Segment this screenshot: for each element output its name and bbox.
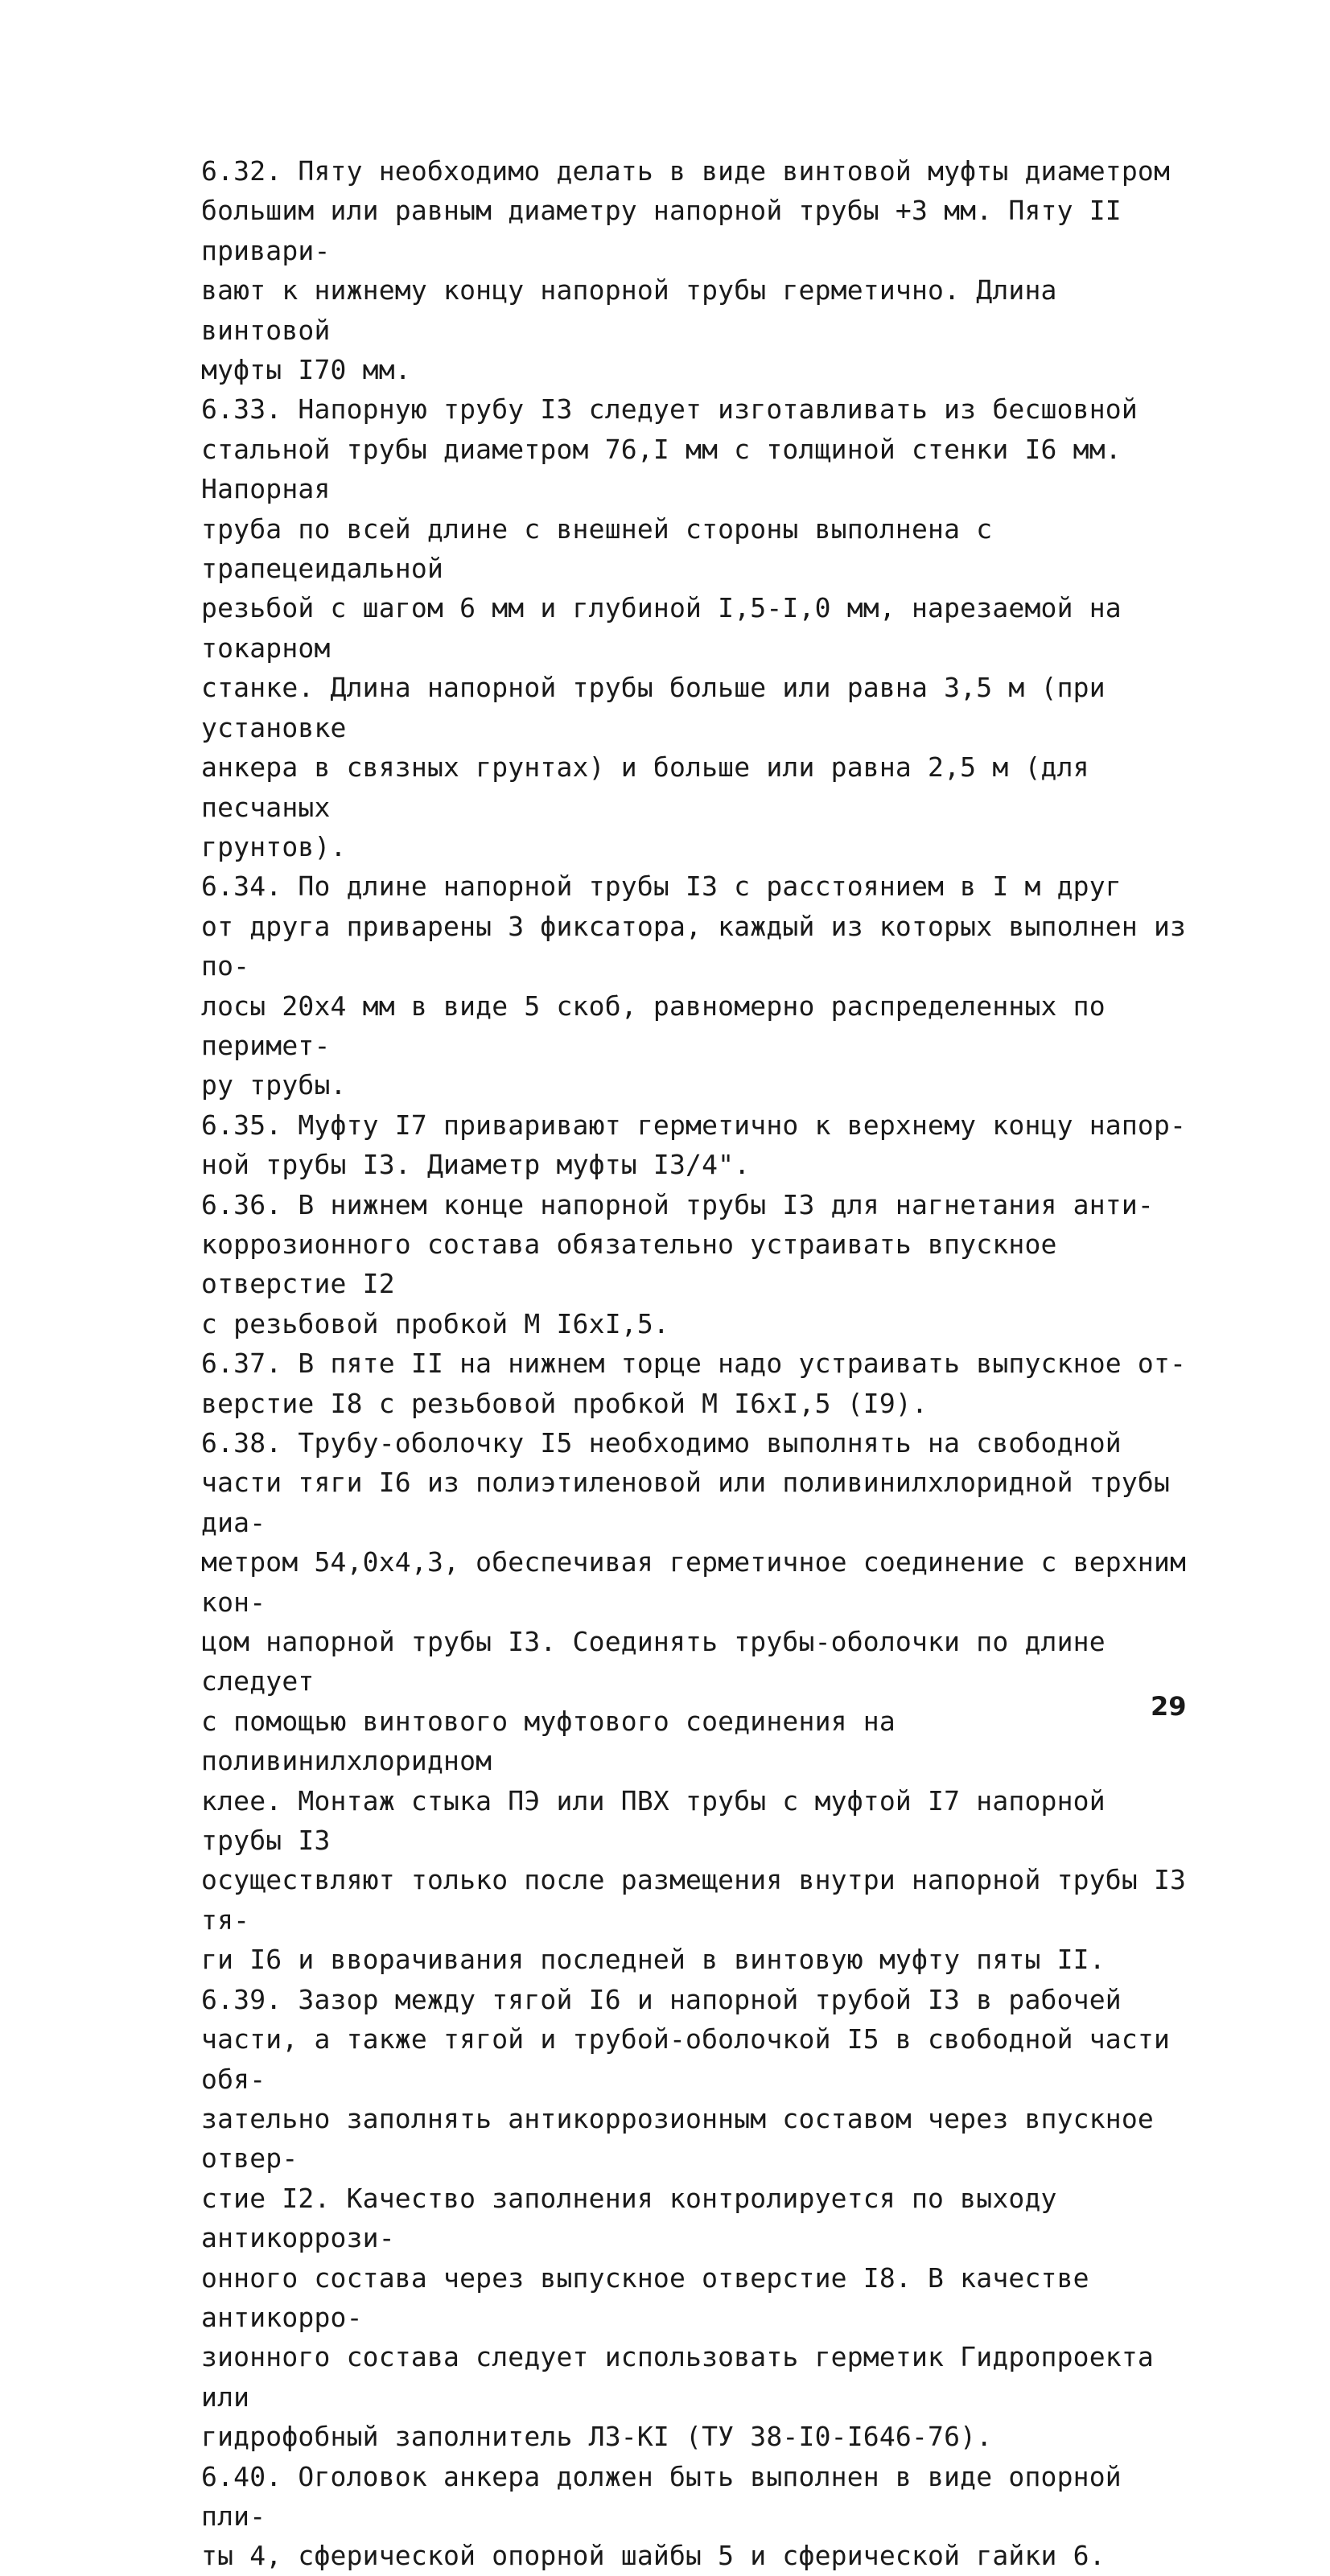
paragraph-6-40: 6.40. Оголовок анкера должен быть выполнен в виде опорной пли- ты 4, сферической опорной шайбы 5 и сферической гайки 6. [201,2460,1122,2572]
document-body [201,151,1199,2576]
page-number: 29 [1151,1691,1187,1722]
paragraph-6-37: 6.37. В пяте II на нижнем торце надо устраивать выпускное от- верстие I8 с резьбовой пробкой М I6хI,5 (I9). [201,1348,1187,1419]
paragraph-6-39: 6.39. Зазор между тягой I6 и напорной трубой I3 в рабочей части, а также тягой и трубой-оболочкой I5 в свободной части обя- зательно заполнять антикоррозионным составом через впускное отвер- стие I2. Качество заполнения контролируется по выходу антикоррози- онного состава через выпускное отверстие I8. В качестве антикорро- зионного состава следует использовать герметик Гидропроекта или гидрофобный заполнитель ЛЗ-КI (ТУ 38-I0-I646-76). [201,1983,1171,2453]
paragraph-6-34: 6.34. По длине напорной трубы I3 с расстоянием в I м друг от друга приварены 3 фиксатора, каждый из которых выполнен из по- лосы 20х4 мм в виде 5 скоб, равномерно распределенных по перимет- ру трубы. [201,870,1187,1101]
paragraph-6-33: 6.33. Напорную трубу I3 следует изготавливать из бесшовной стальной трубы диаметром 76,I мм с толщиной стенки I6 мм. Напорная труба по всей длине с внешней стороны выполнена с трапецеидальной резьбой с шагом 6 мм и глубиной I,5-I,0 мм, нарезаемой на токарном станке. Длина напорной трубы больше или равна 3,5 м (при установке анкера в связных грунтах) и больше или равна 2,5 м (для песчаных грунтов). [201,393,1138,862]
paragraph-6-35: 6.35. Муфту I7 приваривают герметично к верхнему концу напор- ной трубы I3. Диаметр муфты I3/4". [201,1109,1187,1181]
paragraph-6-36: 6.36. В нижнем конце напорной трубы I3 для нагнетания анти- коррозионного состава обязательно устраивать впускное отверстие I2 с резьбовой пробкой М I6хI,5. [201,1188,1154,1339]
paragraph-6-32: 6.32. Пяту необходимо делать в виде винтовой муфты диаметром большим или равным диаметру напорной трубы +3 мм. Пяту II привари- вают к нижнему концу напорной трубы герметично. Длина винтовой муфты I70 мм. [201,155,1171,386]
paragraph-6-38: 6.38. Трубу-оболочку I5 необходимо выполнять на свободной части тяги I6 из полиэтиленовой или поливинилхлоридной трубы диа- метром 54,0х4,3, обеспечивая герметичное соединение с верхним кон- цом напорной трубы I3. Соединять трубы-оболочки по длине следует с помощью винтового муфтового соединения на поливинилхлоридном клее. Монтаж стыка ПЭ или ПВХ трубы с муфтой I7 напорной трубы I3 осуществляют только после размещения внутри напорной трубы I3 тя- ги I6 и вворачивания последней в винтовую муфту пяты II. [201,1427,1187,1976]
